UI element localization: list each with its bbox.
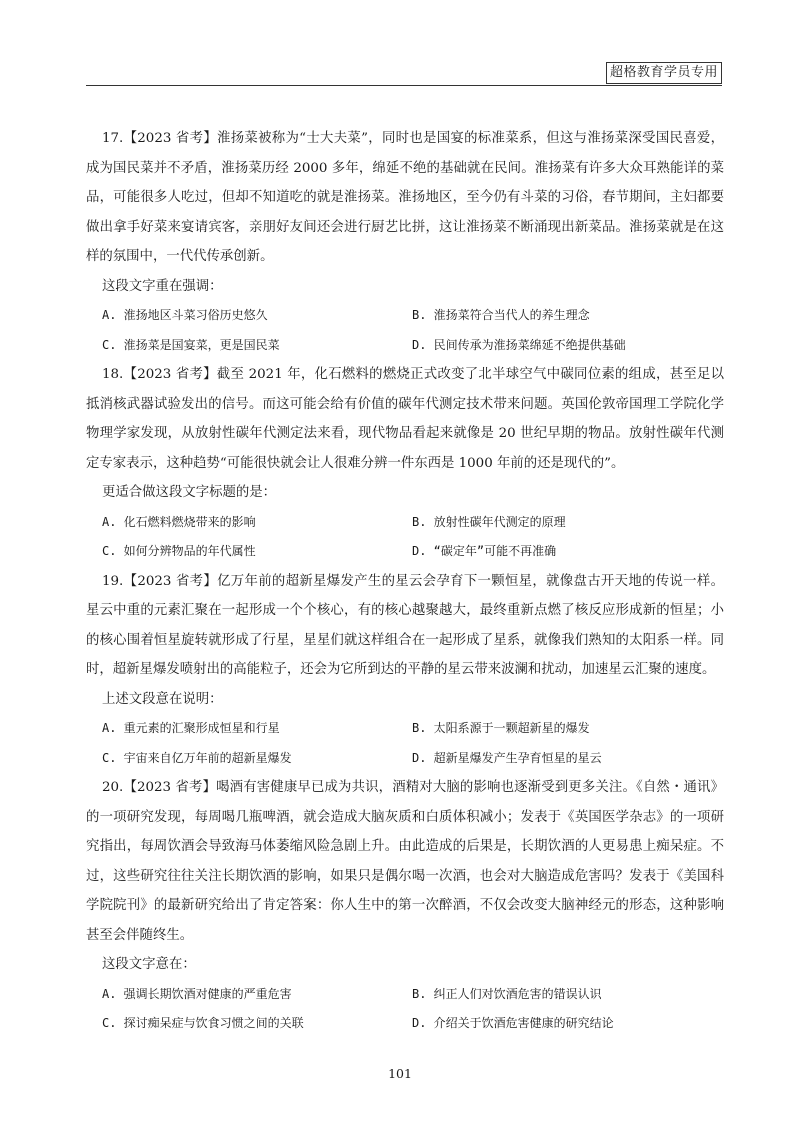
- options-list: [86, 301, 724, 360]
- header-rule: [86, 85, 722, 86]
- question-prompt: 更适合做这段文字标题的是：: [102, 485, 277, 500]
- option-b[interactable]: B. 放射性碳年代测定的原理: [412, 514, 566, 529]
- option-b[interactable]: B. 淮扬菜符合当代人的养生理念: [412, 308, 590, 322]
- option-d[interactable]: D. 民间传承为淮扬菜绵延不绝提供基础: [412, 337, 626, 352]
- option-c[interactable]: C. 淮扬菜是国宴菜，更是国民菜: [102, 337, 280, 352]
- question-17: [86, 124, 724, 360]
- option-c[interactable]: C. 探讨痴呆症与饮食习惯之间的关联: [102, 1016, 304, 1030]
- question-18: [86, 360, 724, 567]
- question-prompt: 这段文字意在：: [102, 957, 196, 972]
- option-b[interactable]: B. 太阳系源于一颗超新星的爆发: [412, 721, 590, 735]
- question-prompt: 上述文段意在说明：: [102, 691, 223, 707]
- option-c[interactable]: C. 宇宙来自亿万年前的超新星爆发: [102, 750, 292, 765]
- options-list: [86, 980, 724, 1039]
- question-20: [86, 773, 724, 1039]
- option-a[interactable]: A. 化石燃料燃烧带来的影响: [102, 514, 256, 529]
- option-a[interactable]: A. 强调长期饮酒对健康的严重危害: [102, 986, 292, 1001]
- option-a[interactable]: A. 淮扬地区斗菜习俗历史悠久: [102, 308, 268, 322]
- question-prompt: 这段文字重在强调：: [102, 278, 223, 294]
- question-stem: 18.【2023 省考】截至 2021 年，化石燃料的燃烧正式改变了北半球空气中碳同位素的组成，甚至足以抵消核武器试验发出的信号。而这可能会给有价值的碳年代测定技术带来问题。英国伦敦帝国理工学院化学物理学家发现，从放射性碳年代测定法来看，现代物品看起来就像是 20 世纪早期的物品。放射性碳年代测定专家表示，这种趋势“可能很快就会让人很难分辨一件东西是 1000 年前的还是现代的”。: [86, 367, 724, 471]
- option-d[interactable]: D. 介绍关于饮酒危害健康的研究结论: [412, 1016, 614, 1030]
- option-b[interactable]: B. 纠正人们对饮酒危害的错误认识: [412, 986, 602, 1001]
- options-list: [86, 714, 724, 773]
- option-d[interactable]: D. 超新星爆发产生孕育恒星的星云: [412, 750, 602, 765]
- options-list: [86, 508, 724, 567]
- option-d[interactable]: D. “碳定年”可能不再准确: [412, 544, 557, 558]
- page-number: 101: [388, 1066, 412, 1081]
- header-stamp: 超格教育学员专用: [606, 62, 722, 84]
- question-stem: 20.【2023 省考】喝酒有害健康早已成为共识，酒精对大脑的影响也逐渐受到更多关注。《自然・通讯》的一项研究发现，每周喝几瓶啤酒，就会造成大脑灰质和白质体积减小；发表于《英国医学杂志》的一项研究指出，每周饮酒会导致海马体萎缩风险急剧上升。由此造成的后果是，长期饮酒的人更易患上痴呆症。不过，这些研究往往关注长期饮酒的影响，如果只是偶尔喝一次酒，也会对大脑造成危害吗？发表于《美国科学院院刊》的最新研究给出了肯定答案：你人生中的第一次醉酒，不仅会改变大脑神经元的形态，这种影响甚至会伴随终生。: [86, 780, 724, 943]
- question-stem: 17.【2023 省考】淮扬菜被称为“士大夫菜”，同时也是国宴的标准菜系，但这与淮扬菜深受国民喜爱，成为国民菜并不矛盾，淮扬菜历经 2000 多年，绵延不绝的基础就在民间。淮扬菜有许多大众耳熟能详的菜品，可能很多人吃过，但却不知道吃的就是淮扬菜。淮扬地区，至今仍有斗菜的习俗，春节期间，主妇都要做出拿手好菜来宴请宾客，亲朋好友间还会进行厨艺比拼，这让淮扬菜不断涌现出新菜品。淮扬菜就是在这样的氛围中，一代代传承创新。: [86, 131, 724, 264]
- option-c[interactable]: C. 如何分辨物品的年代属性: [102, 544, 256, 558]
- question-stem: 19.【2023 省考】亿万年前的超新星爆发产生的星云会孕育下一颗恒星，就像盘古开天地的传说一样。星云中重的元素汇聚在一起形成一个个核心，有的核心越聚越大，最终重新点燃了核反应形成新的恒星；小的核心围着恒星旋转就形成了行星，星星们就这样组合在一起形成了星系，就像我们熟知的太阳系一样。同时，超新星爆发喷射出的高能粒子，还会为它所到达的平静的星云带来波澜和扰动，加速星云汇聚的速度。: [86, 573, 724, 677]
- question-19: [86, 567, 724, 774]
- option-a[interactable]: A. 重元素的汇聚形成恒星和行星: [102, 721, 280, 735]
- page-content: [86, 124, 724, 1039]
